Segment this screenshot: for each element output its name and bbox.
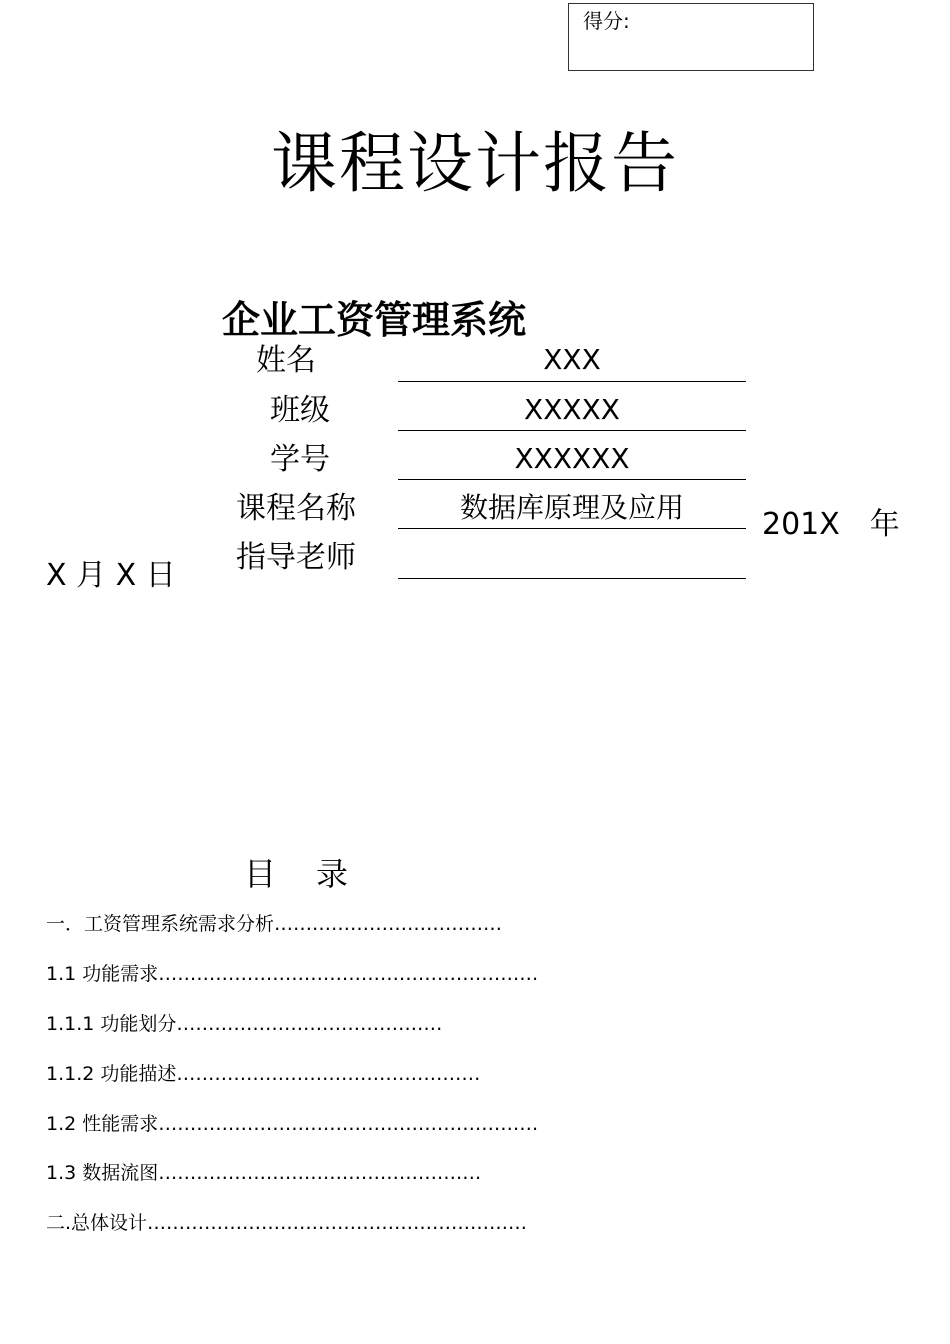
score-label: 得分: [583, 9, 630, 33]
field-value-student-id: XXXXXX [514, 442, 630, 475]
field-label-name: 姓名 [256, 343, 316, 378]
field-label-course-name: 课程名称 [236, 491, 356, 526]
field-underline-name [398, 381, 746, 382]
toc-item[interactable]: 1.1 功能需求…………………………………………………… [46, 963, 539, 985]
toc-item[interactable]: 1.3 数据流图…………………………………………… [46, 1162, 482, 1184]
project-title: 企业工资管理系统 [222, 298, 527, 342]
field-label-student-id: 学号 [270, 442, 330, 477]
field-value-class: XXXXX [524, 393, 620, 426]
toc-item[interactable]: 1.1.1 功能划分…………………………………… [46, 1013, 443, 1035]
toc-item[interactable]: 1.2 性能需求…………………………………………………… [46, 1113, 539, 1135]
date-year: 201X 年 [762, 507, 900, 542]
field-underline-student-id [398, 479, 746, 480]
field-underline-advisor [398, 578, 746, 579]
field-underline-class [398, 430, 746, 431]
field-value-course-name: 数据库原理及应用 [459, 491, 684, 524]
toc-item[interactable]: 1.1.2 功能描述………………………………………… [46, 1063, 481, 1085]
field-label-advisor: 指导老师 [236, 540, 356, 575]
field-underline-course-name [398, 528, 746, 529]
toc-item[interactable]: 一．工资管理系统需求分析……………………………… [46, 913, 503, 935]
toc-item[interactable]: 二.总体设计…………………………………………………… [46, 1212, 528, 1234]
score-box [568, 3, 814, 71]
field-label-class: 班级 [270, 393, 330, 428]
report-title: 课程设计报告 [271, 125, 679, 202]
toc-heading: 目录 [244, 855, 389, 893]
field-value-name: XXX [543, 343, 601, 376]
date-day: X 月 X 日 [46, 558, 176, 593]
